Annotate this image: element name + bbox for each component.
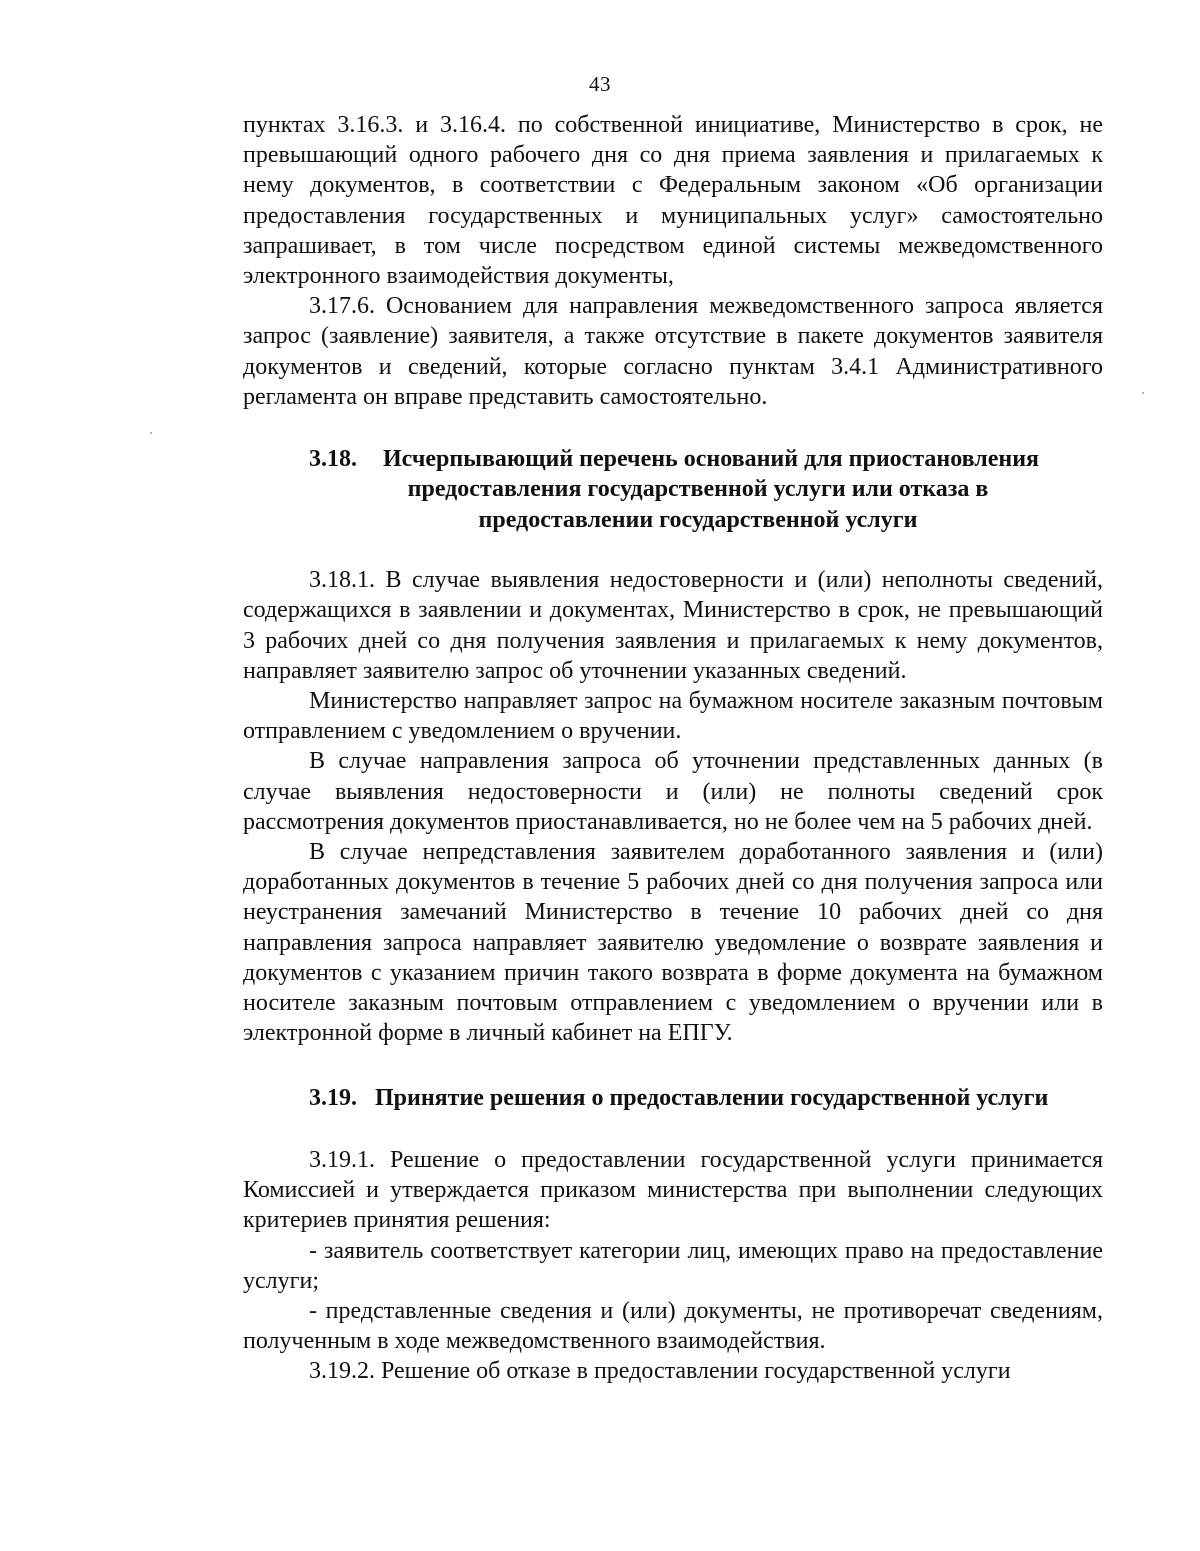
- section-number: 3.18.: [309, 446, 357, 473]
- heading-line: предоставления государственной услуги или отказа в: [407, 476, 989, 503]
- document-body: [243, 110, 1103, 1387]
- section-heading-3-19: [243, 1083, 1103, 1113]
- scan-speck: [150, 432, 152, 434]
- intro-paragraph: пунктах 3.16.3. и 3.16.4. по собственной инициативе, Министерство в срок, не превышающий одного рабочего дня со дня приема заявления и прилагаемых к нему документов, в соответствии с Федеральным законом «Об организации предоставления государственных и муниципальных услуг» самостоятельно запрашивает, в том числе посредством единой системы межведомственного электронного взаимодействия документы,: [243, 112, 1103, 290]
- criteria-item: - заявитель соответствует категории лиц, имеющих право на предоставление услуги;: [243, 1237, 1103, 1294]
- heading-text: Принятие решения о предоставлении государственной услуги: [375, 1084, 1049, 1111]
- paragraph-return: В случае непредставления заявителем доработанного заявления и (или) доработанных документов в течение 5 рабочих дней со дня получения запроса или неустранения замечаний Министерство в течение 10 рабочих дней со дня направления запроса направляет заявителю уведомление о возврате заявления и документов с указанием причин такого возврата в форме документа на бумажном носителе заказным почтовым отправлением с уведомлением о вручении или в электронной форме в личный кабинет на ЕПГУ.: [243, 839, 1103, 1047]
- criteria-item: - представленные сведения и (или) документы, не противоречат сведениям, полученным в ходе межведомственного взаимодействия.: [243, 1297, 1103, 1355]
- heading-text: Исчерпывающий перечень оснований для приостановления: [383, 446, 1040, 473]
- section-heading-3-18: [243, 444, 1103, 535]
- heading-line: [243, 444, 1103, 474]
- paragraph-postal-request: Министерство направляет запрос на бумажном носителе заказным почтовым отправлением с уведомлением о вручении.: [243, 688, 1103, 745]
- heading-line: предоставлении государственной услуги: [478, 506, 918, 533]
- paragraph-suspension: В случае направления запроса об уточнении представленных данных (в случае выявления недостоверности и (или) не полноты сведений срок рассмотрения документов приостанавливается, но не более чем на 5 рабочих дней.: [243, 748, 1103, 835]
- paragraph-3-19-1: 3.19.1. Решение о предоставлении государственной услуги принимается Комиссией и утверждается приказом министерства при выполнении следующих критериев принятия решения:: [243, 1146, 1103, 1234]
- page-number: 43: [589, 72, 611, 96]
- section-number: 3.19.: [309, 1084, 357, 1111]
- scan-speck: [1142, 392, 1144, 394]
- paragraph-3-19-2: 3.19.2. Решение об отказе в предоставлении государственной услуги: [309, 1358, 1011, 1385]
- paragraph-3-17-6: 3.17.6. Основанием для направления межведомственного запроса является запрос (заявление) заявителя, а также отсутствие в пакете документов заявителя документов и сведений, которые согласно пунктам 3.4.1 Административного регламента он вправе представить самостоятельно.: [243, 293, 1103, 410]
- paragraph-3-18-1: 3.18.1. В случае выявления недостоверности и (или) неполноты сведений, содержащихся в заявлении и документах, Министерство в срок, не превышающий 3 рабочих дней со дня получения заявления и прилагаемых к нему документов, направляет заявителю запрос об уточнении указанных сведений.: [243, 567, 1103, 684]
